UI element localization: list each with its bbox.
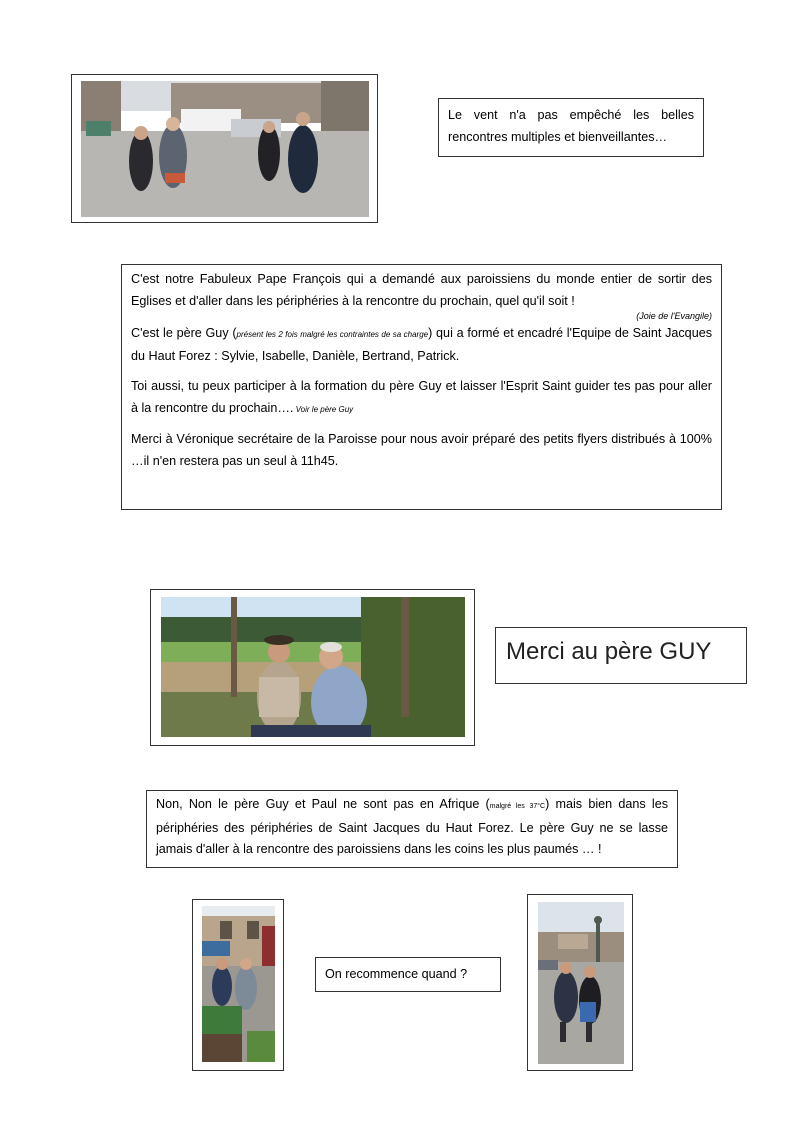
africa-text-start: Non, Non le père Guy et Paul ne sont pas en Afrique ( [156,797,490,811]
caption-wind-text: Le vent n'a pas empêché les belles rencontres multiples et bienveillantes… [448,108,694,144]
question-box [315,957,501,992]
main-paragraph-3 [131,376,712,420]
africa-text-small: malgré les 37°C [489,803,546,810]
caption-wind-box [438,98,704,157]
thanks-box [495,627,747,684]
photo-street-meeting [81,81,369,217]
main-paragraph-1: C'est notre Fabuleux Pape François qui a demandé aux paroissiens du monde entier de sortir des Eglises et d'aller dans les périphéries à la rencontre du prochain, quel qu'il soit ! [131,272,712,308]
main-paragraph-2 [131,323,712,367]
thanks-title: Merci au père GUY [506,638,712,665]
main-paragraph-2-end: ) qui a formé et encadré l'Equipe de Saint Jacques du Haut Forez : Sylvie, Isabelle, Danièle, Bertrand, Patrick. [131,326,712,363]
africa-text [156,794,668,861]
photo-town-right [538,902,624,1064]
photo-frame-countryside [150,589,475,746]
photo-frame-village-left [192,899,284,1071]
photo-frame-town-right [527,894,633,1071]
africa-text-end: ) mais bien dans les périphéries des périphéries de Saint Jacques du Haut Forez. Le père Guy ne se lasse jamais d'aller à la rencontre des paroissiens dans les coins les plus paumés … ! [156,797,668,856]
main-paragraph-2-small: présent les 2 fois malgré les contraintes de sa charge [236,330,429,339]
africa-text-box [146,790,678,868]
question-text: On recommence quand ? [325,967,468,981]
photo-village-left [202,906,275,1062]
photo-frame-street [71,74,378,223]
main-paragraph-4: Merci à Véronique secrétaire de la Paroisse pour nous avoir préparé des petits flyers distribués à 100% …il n'en restera pas un seul à 11h45. [131,432,712,468]
main-text-box [121,264,722,510]
main-paragraph-3-text: Toi aussi, tu peux participer à la formation du père Guy et laisser l'Esprit Saint guider tes pas pour aller à la rencontre du prochain…. [131,379,712,415]
main-paragraph-3-small: Voir le père Guy [293,404,354,414]
photo-countryside [161,597,465,737]
main-paragraph-2-start: C'est le père Guy ( [131,326,237,340]
main-paragraph-1-note: (Joie de l'Evangile) [636,311,712,321]
